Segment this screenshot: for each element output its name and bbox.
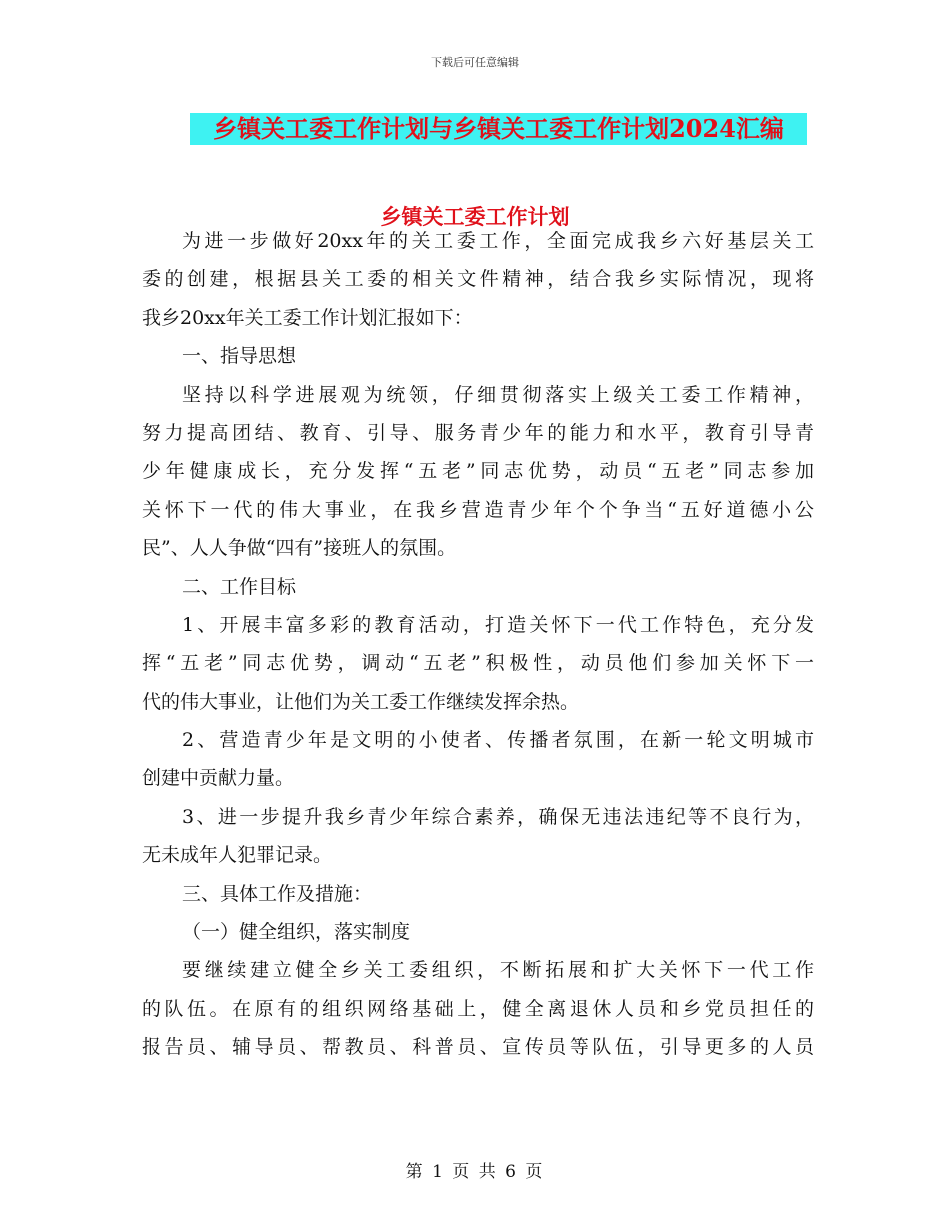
section-title: 乡镇关工委工作计划 — [380, 204, 570, 229]
paragraph-line: 挥“五老”同志优势，调动“五老”积极性，动员他们参加关怀下一 — [142, 652, 814, 675]
heading-specific-measures: 三、具体工作及措施： — [182, 882, 373, 905]
paragraph-line: 报告员、辅导员、帮教员、科普员、宣传员等队伍，引导更多的人员 — [142, 1036, 814, 1059]
paragraph-line: 为进一步做好20xx年的关工委工作，全面完成我乡六好基层关工 — [182, 230, 814, 252]
page-number-footer: 第 1 页 共 6 页 — [405, 1162, 545, 1182]
paragraph-line: 少年健康成长，充分发挥“五老”同志优势，动员“五老”同志参加 — [142, 460, 814, 483]
body-text — [142, 222, 814, 1067]
paragraph-line: 创建中贡献力量。 — [142, 767, 295, 790]
paragraph-line: 我乡20xx年关工委工作计划汇报如下： — [142, 306, 473, 329]
header-note: 下载后可任意编辑 — [431, 56, 519, 69]
paragraph-line: 代的伟大事业，让他们为关工委工作继续发挥余热。 — [142, 690, 580, 713]
paragraph-line: 要继续建立健全乡关工委组织，不断拓展和扩大关怀下一代工作 — [182, 959, 814, 982]
paragraph-line: 3、进一步提升我乡青少年综合素养，确保无违法违纪等不良行为， — [182, 805, 814, 828]
paragraph-line: 关怀下一代的伟大事业，在我乡营造青少年个个争当“五好道德小公 — [142, 498, 814, 521]
paragraph-line: 无未成年人犯罪记录。 — [142, 844, 333, 867]
heading-guiding-ideology: 一、指导思想 — [182, 345, 297, 368]
paragraph-line: 的队伍。在原有的组织网络基础上，健全离退休人员和乡党员担任的 — [142, 997, 814, 1020]
paragraph-line: 民”、人人争做“四有”接班人的氛围。 — [142, 537, 457, 560]
document-title: 乡镇关工委工作计划与乡镇关工委工作计划2024汇编 — [190, 113, 807, 145]
paragraph-line: 委的创建，根据县关工委的相关文件精神，结合我乡实际情况，现将 — [142, 268, 814, 291]
paragraph-line: 1、开展丰富多彩的教育活动，打造关怀下一代工作特色，充分发 — [182, 613, 814, 636]
paragraph-line: 努力提高团结、教育、引导、服务青少年的能力和水平，教育引导青 — [142, 421, 814, 444]
paragraph-line: 2、营造青少年是文明的小使者、传播者氛围，在新一轮文明城市 — [182, 729, 814, 752]
subheading-organization: （一）健全组织，落实制度 — [182, 921, 411, 944]
paragraph-line: 坚持以科学进展观为统领，仔细贯彻落实上级关工委工作精神， — [182, 383, 814, 406]
heading-work-goals: 二、工作目标 — [182, 575, 297, 598]
